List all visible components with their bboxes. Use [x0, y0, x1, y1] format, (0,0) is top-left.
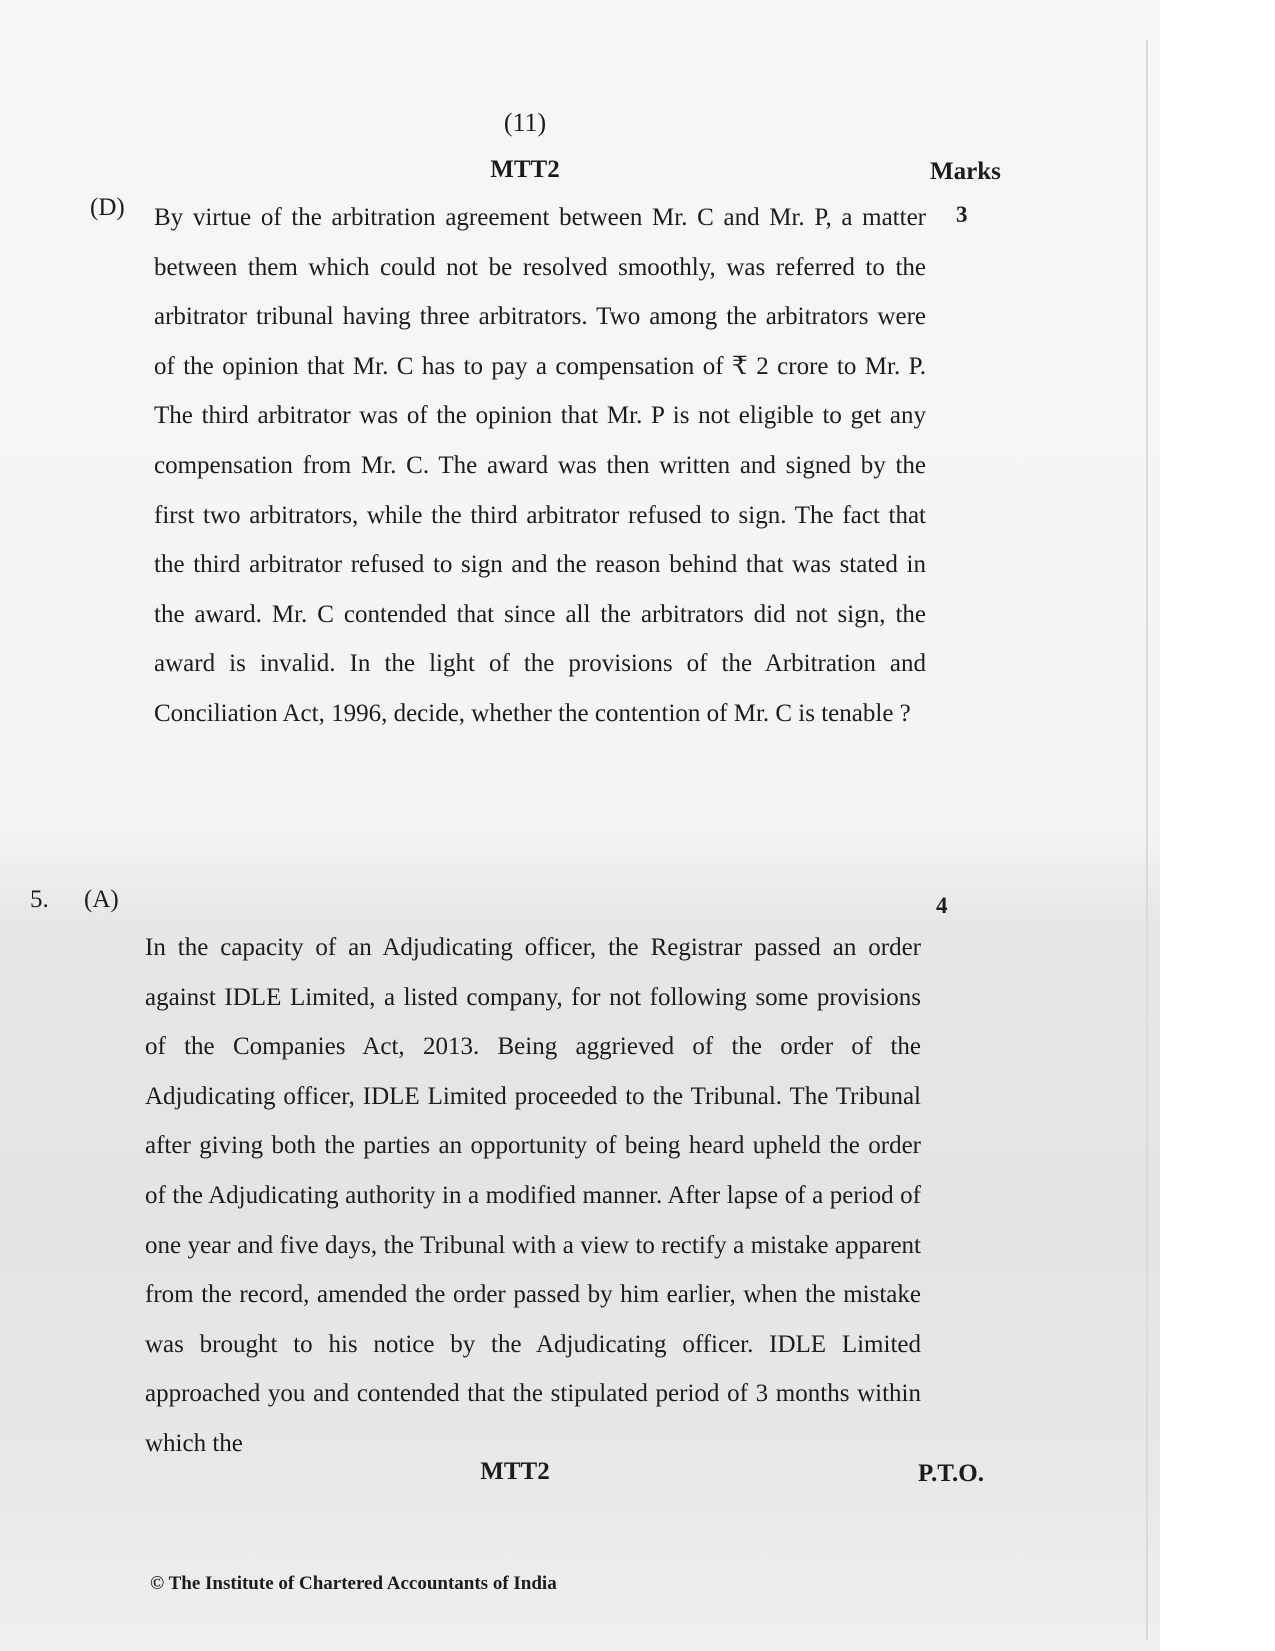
- question-text: In the capacity of an Adjudicating officer, the Registrar passed an order against IDLE Limited, a listed company, for not following some provisions of the Companies Act, 2013. Being aggrieved of the order of the Adjudicating officer, IDLE Limited proceeded to the Tribunal. The Tribunal after giving both the parties an opportunity of being heard upheld the order of the Adjudicating authority in a modified manner. After lapse of a period of one year and five days, the Tribunal with a view to rectify a mistake apparent from the record, amended the order passed by him earlier, when the mistake was brought to his notice by the Adjudicating officer. IDLE Limited approached you and contended that the stipulated period of 3 months within which the: [145, 934, 921, 1457]
- paper-code-header: MTT2: [490, 156, 560, 183]
- copyright-notice: © The Institute of Chartered Accountants of India: [150, 1573, 557, 1594]
- marks-column-header: Marks: [930, 158, 1001, 185]
- question-marks: 3: [956, 202, 968, 227]
- pto-label: P.T.O.: [918, 1460, 984, 1487]
- question-part-label: (D): [90, 194, 125, 221]
- question-text: By virtue of the arbitration agreement between Mr. C and Mr. P, a matter between them which could not be resolved smoothly, was referred to the arbitrator tribunal having three arbitrators. Two among the arbitrators were of the opinion that Mr. C has to pay a compensation of ₹ 2 crore to Mr. P. The third arbitrator was of the opinion that Mr. P is not eligible to get any compensation from Mr. C. The award was then written and signed by the first two arbitrators, while the third arbitrator refused to sign. The fact that the third arbitrator refused to sign and the reason behind that was stated in the award. Mr. C contended that since all the arbitrators did not sign, the award is invalid. In the light of the provisions of the Arbitration and Conciliation Act, 1996, decide, whether the contention of Mr. C is tenable ?: [154, 204, 926, 727]
- page-edge-divider: [1146, 40, 1148, 1640]
- footer-paper-code: MTT2: [480, 1458, 550, 1485]
- page-number: (11): [503, 108, 547, 137]
- question-number: 5.: [30, 886, 49, 913]
- question-part-label: (A): [84, 886, 119, 913]
- scan-margin: [1160, 0, 1275, 1651]
- question-marks: 4: [936, 893, 948, 918]
